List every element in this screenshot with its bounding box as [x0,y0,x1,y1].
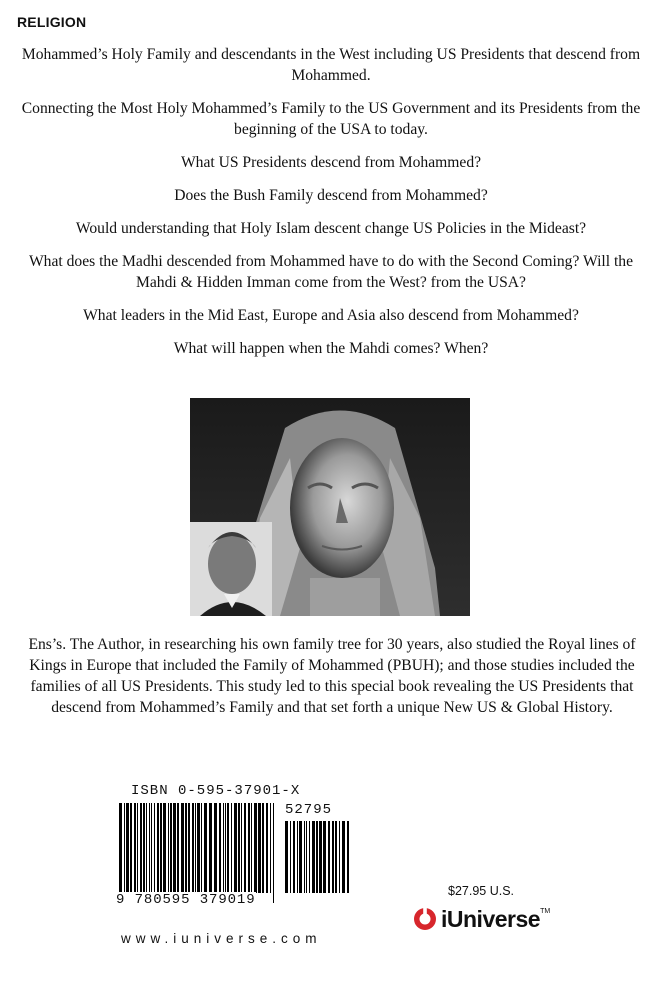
barcode-bar [339,821,340,893]
barcode-bar [244,803,246,893]
trademark: TM [540,907,551,915]
barcode-bar [197,803,200,903]
barcode-bar [214,803,217,893]
barcode-bar [185,803,187,893]
question-item: What US Presidents descend from Mohammed? [180,154,482,171]
barcode-bar [160,803,162,893]
barcode-bar [335,821,337,893]
author-blurb: Ens’s. The Author, in researching his own family tree for 30 years, also studied the Royal lines of Kings in Europe that included the Family of Mohammed (PBUH); and those studies included the families of all US Presidents. This study led to this special book revealing the US Presidents that descend from Mohammed’s Family and that set forth a unique New US & Global History. [28,636,636,716]
barcode-bar [181,803,184,893]
barcode-bar [285,821,288,893]
barcode-bar [154,803,155,893]
barcode-bar [323,821,326,893]
question-item: Does the Bush Family descend from Mohammed? [174,187,488,204]
barcode-bar [293,821,295,893]
barcode-bar [124,803,125,893]
barcode-bar [309,821,310,893]
barcode-bar [173,803,176,893]
question-item: Would understanding that Holy Islam descent change US Policies in the Mideast? [75,220,587,237]
barcode-bar [195,803,196,893]
barcode-bar [163,803,166,893]
barcode-bar [146,803,147,893]
barcode-bar [319,821,322,893]
barcode-bar [201,803,202,893]
price-code: 52795 [285,802,333,818]
barcode-bar [262,803,264,893]
barcode-bar [241,803,242,893]
question-item: What does the Madhi descended from Mohammed have to do with the Second Coming? Will the Mahdi & Hidden Imman come from the West? from the USA? [28,253,634,291]
barcode-bar [134,803,136,893]
barcode-bar [219,803,221,893]
barcode [117,783,357,913]
barcode-bar [231,803,232,893]
category-label: RELIGION [17,14,87,30]
barcode-bar [299,821,302,893]
publisher-url: www.iuniverse.com [121,931,322,946]
ean-bars [117,803,279,903]
barcode-bar [238,803,240,893]
question-item: What leaders in the Mid East, Europe and Asia also descend from Mohammed? [83,307,579,324]
barcode-bar [332,821,334,893]
barcode-bar [130,803,132,893]
barcode-bar [151,803,152,893]
addon-bars [283,821,353,903]
question-item: Mohammed’s Holy Family and descendants in the West including US Presidents that descend from Mohammed. [21,46,641,84]
barcode-bar [119,803,122,903]
barcode-bar [347,821,349,893]
barcode-bar [225,803,226,893]
barcode-bar [312,821,315,893]
barcode-bar [177,803,179,893]
barcode-bar [227,803,229,893]
question-list [20,44,642,371]
barcode-bar [126,803,129,893]
barcode-bar [297,821,298,893]
cover-photo [190,398,470,616]
barcode-bar [304,821,305,893]
barcode-bar [251,803,252,893]
barcode-bar [273,803,274,903]
publisher-name: iUniverse [441,905,541,932]
barcode-bar [209,803,212,893]
barcode-bar [143,803,145,893]
iuniverse-logo-icon [413,905,437,933]
barcode-bar [157,803,159,893]
barcode-bar [149,803,150,893]
barcode-bar [254,803,257,893]
barcode-bar [188,803,190,893]
barcode-bar [306,821,307,893]
barcode-bar [290,821,291,893]
barcode-bar [258,803,261,893]
barcode-bar [170,803,172,893]
question-item: Connecting the Most Holy Mohammed’s Family to the US Government and its Presidents from the beginning of the USA to today. [21,100,641,138]
barcode-bar [140,803,142,893]
barcode-bar [223,803,224,893]
barcode-bar [342,821,345,893]
isbn-label: ISBN 0-595-37901-X [131,783,301,799]
barcode-bar [168,803,169,893]
barcode-bar [137,803,138,893]
barcode-bar [328,821,330,893]
barcode-bar [270,803,271,893]
question-item: What will happen when the Mahdi comes? When? [173,340,489,357]
barcode-bar [192,803,194,893]
barcode-bar [248,803,250,893]
barcode-bar [204,803,207,893]
barcode-bar [234,803,237,893]
price-label: $27.95 U.S. [448,884,515,898]
barcode-bar [316,821,318,893]
ean-digits: 9 780595 379019 [116,892,256,908]
publisher-logo [413,904,550,934]
barcode-bar [266,803,268,893]
